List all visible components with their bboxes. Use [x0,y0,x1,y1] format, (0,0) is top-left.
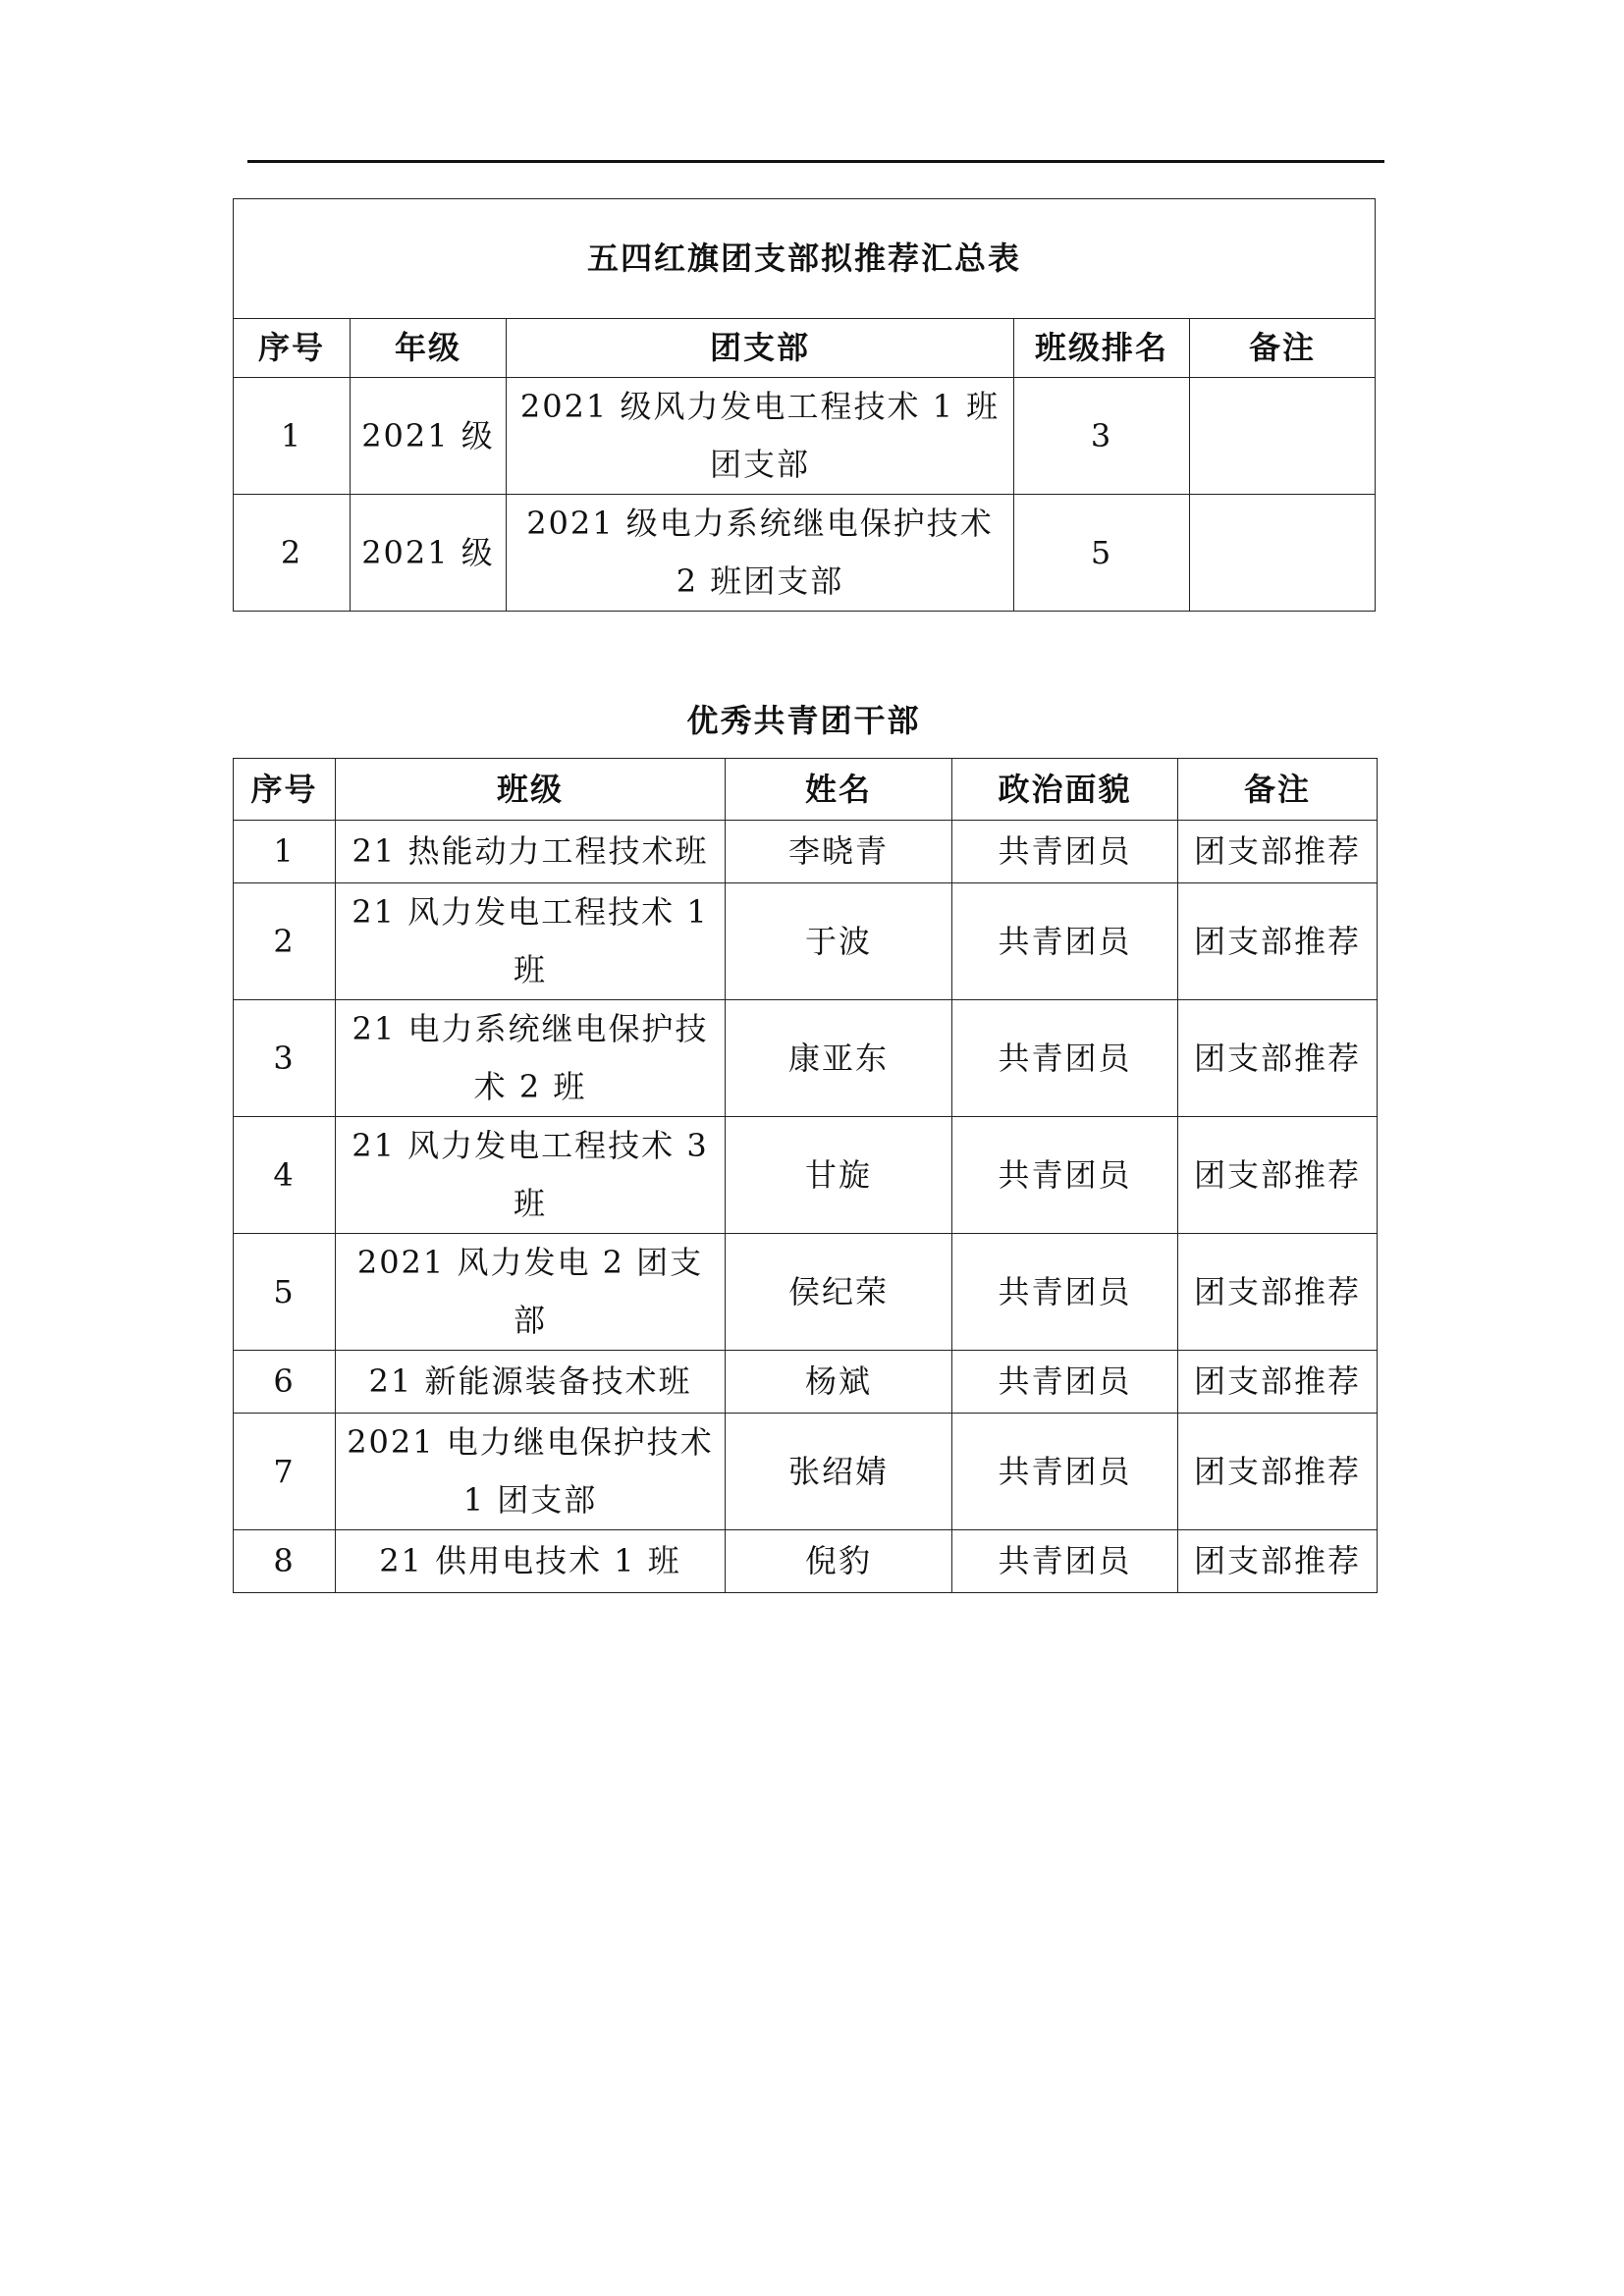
table-row [234,1414,1378,1530]
cell-status: 共青团员 [952,883,1178,1000]
cell-note [1190,495,1376,612]
table-row [234,1234,1378,1351]
cell-class: 21 热能动力工程技术班 [336,821,726,883]
column-header-name: 姓名 [726,759,952,821]
cell-name: 李晓青 [726,821,952,883]
cell-status: 共青团员 [952,1351,1178,1414]
cell-status: 共青团员 [952,1414,1178,1530]
column-header-class: 班级 [336,759,726,821]
cell-status: 共青团员 [952,821,1178,883]
cell-name: 侯纪荣 [726,1234,952,1351]
cell-class: 21 风力发电工程技术 3 班 [336,1117,726,1234]
cell-name: 于波 [726,883,952,1000]
cell-note: 团支部推荐 [1178,1530,1378,1593]
cell-rank: 5 [1014,495,1190,612]
cell-no: 1 [234,821,336,883]
cell-no: 5 [234,1234,336,1351]
column-header-note: 备注 [1178,759,1378,821]
cell-grade: 2021 级 [351,495,507,612]
table-header-row [234,759,1378,821]
cell-no: 6 [234,1351,336,1414]
page-header-rule [247,160,1384,163]
table-header-row [234,319,1376,378]
column-header-status: 政治面貌 [952,759,1178,821]
cell-no: 2 [234,495,351,612]
cell-class: 2021 电力继电保护技术 1 团支部 [336,1414,726,1530]
cell-no: 2 [234,883,336,1000]
table-row [234,378,1376,495]
column-header-note: 备注 [1190,319,1376,378]
cell-note: 团支部推荐 [1178,1117,1378,1234]
red-flag-branch-table [233,198,1376,612]
cell-note: 团支部推荐 [1178,1414,1378,1530]
table-row [234,1000,1378,1117]
table-row [234,1530,1378,1593]
cell-note: 团支部推荐 [1178,1234,1378,1351]
cell-rank: 3 [1014,378,1190,495]
table-row [234,1117,1378,1234]
cell-no: 3 [234,1000,336,1117]
section-title: 优秀共青团干部 [686,702,921,739]
table-row [234,495,1376,612]
cell-note [1190,378,1376,495]
cell-name: 甘旋 [726,1117,952,1234]
cell-status: 共青团员 [952,1000,1178,1117]
cell-status: 共青团员 [952,1234,1178,1351]
cell-name: 倪豹 [726,1530,952,1593]
table-title: 五四红旗团支部拟推荐汇总表 [234,199,1376,319]
outstanding-cadre-table [233,758,1378,1593]
column-header-branch: 团支部 [507,319,1014,378]
table-row [234,1351,1378,1414]
table-row [234,883,1378,1000]
column-header-no: 序号 [234,319,351,378]
cell-no: 7 [234,1414,336,1530]
cell-class: 21 风力发电工程技术 1 班 [336,883,726,1000]
cell-no: 1 [234,378,351,495]
column-header-grade: 年级 [351,319,507,378]
cell-note: 团支部推荐 [1178,883,1378,1000]
column-header-rank: 班级排名 [1014,319,1190,378]
cell-no: 8 [234,1530,336,1593]
table-row [234,821,1378,883]
cell-branch: 2021 级电力系统继电保护技术 2 班团支部 [507,495,1014,612]
cell-name: 张绍婧 [726,1414,952,1530]
cell-class: 2021 风力发电 2 团支部 [336,1234,726,1351]
cell-name: 康亚东 [726,1000,952,1117]
cell-class: 21 新能源装备技术班 [336,1351,726,1414]
cell-no: 4 [234,1117,336,1234]
cell-note: 团支部推荐 [1178,821,1378,883]
cell-class: 21 电力系统继电保护技术 2 班 [336,1000,726,1117]
cell-class: 21 供用电技术 1 班 [336,1530,726,1593]
cell-grade: 2021 级 [351,378,507,495]
column-header-no: 序号 [234,759,336,821]
cell-status: 共青团员 [952,1530,1178,1593]
cell-note: 团支部推荐 [1178,1351,1378,1414]
cell-note: 团支部推荐 [1178,1000,1378,1117]
cell-status: 共青团员 [952,1117,1178,1234]
cell-name: 杨斌 [726,1351,952,1414]
cell-branch: 2021 级风力发电工程技术 1 班团支部 [507,378,1014,495]
